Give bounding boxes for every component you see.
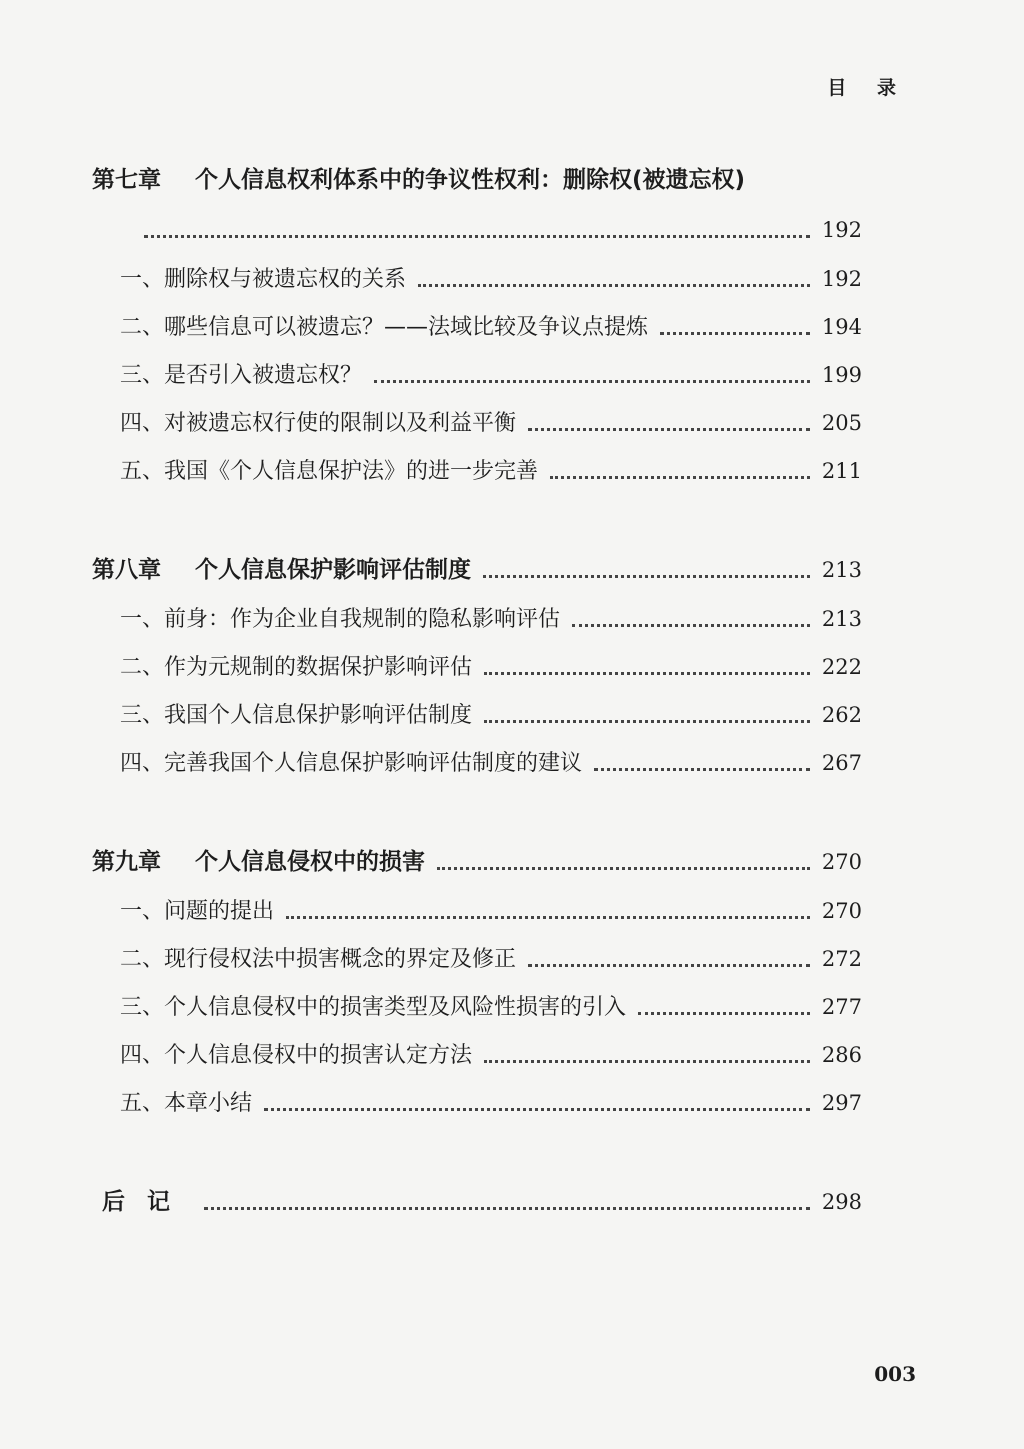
section-title: 三、是否引入被遗忘权？ xyxy=(120,363,363,388)
chapter-title: 个人信息权利体系中的争议性权利：删除权(被遗忘权) xyxy=(195,167,746,193)
toc-section[interactable] xyxy=(92,303,862,351)
section-title: 一、前身：作为企业自我规制的隐私影响评估 xyxy=(120,607,561,632)
dot-leader xyxy=(484,672,810,675)
section-title: 一、删除权与被遗忘权的关系 xyxy=(120,267,407,292)
page-number: 270 xyxy=(821,899,862,923)
dot-leader xyxy=(660,332,810,335)
section-title: 二、现行侵权法中损害概念的界定及修正 xyxy=(120,947,517,972)
page-number: 213 xyxy=(821,558,862,582)
running-header: 目 录 xyxy=(827,77,908,99)
toc-section[interactable] xyxy=(92,1079,862,1127)
page-number: 286 xyxy=(821,1043,862,1067)
chapter-number: 第九章 xyxy=(92,849,161,875)
dot-leader xyxy=(418,284,810,287)
page-number: 222 xyxy=(821,655,862,679)
page-number: 199 xyxy=(821,363,862,387)
dot-leader xyxy=(572,624,810,627)
section-title: 三、个人信息侵权中的损害类型及风险性损害的引入 xyxy=(120,995,627,1020)
page-number: 298 xyxy=(821,1190,862,1214)
toc-section[interactable] xyxy=(92,691,862,739)
page-number: 267 xyxy=(821,751,862,775)
table-of-contents xyxy=(92,155,862,1227)
section-title: 五、我国《个人信息保护法》的进一步完善 xyxy=(120,459,539,484)
page-number: 270 xyxy=(821,850,862,874)
section-title: 四、对被遗忘权行使的限制以及利益平衡 xyxy=(120,411,517,436)
toc-section[interactable] xyxy=(92,255,862,303)
toc-section[interactable] xyxy=(92,351,862,399)
dot-leader xyxy=(528,428,810,431)
dot-leader xyxy=(144,235,810,238)
page-number: 192 xyxy=(821,218,862,242)
spacer xyxy=(92,787,862,837)
dot-leader xyxy=(594,768,810,771)
toc-section[interactable] xyxy=(92,1031,862,1079)
dot-leader xyxy=(204,1207,810,1210)
toc-chapter-7-page-line[interactable] xyxy=(92,205,862,255)
dot-leader xyxy=(374,380,810,383)
folio-page-number: 003 xyxy=(874,1362,916,1386)
page-number: 205 xyxy=(821,411,862,435)
page-number: 211 xyxy=(821,459,862,483)
toc-section[interactable] xyxy=(92,739,862,787)
page-number: 194 xyxy=(821,315,862,339)
toc-chapter-8[interactable] xyxy=(92,545,862,595)
section-title: 四、个人信息侵权中的损害认定方法 xyxy=(120,1043,473,1068)
chapter-number: 第七章 xyxy=(92,167,161,193)
section-title: 五、本章小结 xyxy=(120,1091,253,1116)
toc-section[interactable] xyxy=(92,595,862,643)
page-number: 192 xyxy=(821,267,862,291)
section-title: 三、我国个人信息保护影响评估制度 xyxy=(120,703,473,728)
dot-leader xyxy=(484,1060,810,1063)
toc-section[interactable] xyxy=(92,983,862,1031)
chapter-number: 第八章 xyxy=(92,557,161,583)
spacer xyxy=(92,495,862,545)
dot-leader xyxy=(484,720,810,723)
section-title: 二、哪些信息可以被遗忘？——法域比较及争议点提炼 xyxy=(120,315,649,340)
toc-section[interactable] xyxy=(92,399,862,447)
toc-chapter-9[interactable] xyxy=(92,837,862,887)
dot-leader xyxy=(638,1012,810,1015)
page-number: 272 xyxy=(821,947,862,971)
section-title: 一、问题的提出 xyxy=(120,899,275,924)
section-title: 四、完善我国个人信息保护影响评估制度的建议 xyxy=(120,751,583,776)
page-number: 262 xyxy=(821,703,862,727)
page-number: 277 xyxy=(821,995,862,1019)
toc-chapter-7[interactable] xyxy=(92,155,862,205)
chapter-title: 个人信息保护影响评估制度 xyxy=(195,557,471,583)
afterword-title: 后记 xyxy=(102,1189,192,1215)
dot-leader xyxy=(528,964,810,967)
dot-leader xyxy=(550,476,810,479)
page-number: 213 xyxy=(821,607,862,631)
dot-leader xyxy=(483,575,810,578)
toc-section[interactable] xyxy=(92,643,862,691)
toc-section[interactable] xyxy=(92,887,862,935)
toc-afterword[interactable] xyxy=(92,1177,862,1227)
page-number: 297 xyxy=(821,1091,862,1115)
dot-leader xyxy=(437,867,810,870)
toc-section[interactable] xyxy=(92,935,862,983)
spacer xyxy=(92,1127,862,1177)
dot-leader xyxy=(286,916,810,919)
chapter-title: 个人信息侵权中的损害 xyxy=(195,849,425,875)
section-title: 二、作为元规制的数据保护影响评估 xyxy=(120,655,473,680)
toc-section[interactable] xyxy=(92,447,862,495)
dot-leader xyxy=(264,1108,810,1111)
